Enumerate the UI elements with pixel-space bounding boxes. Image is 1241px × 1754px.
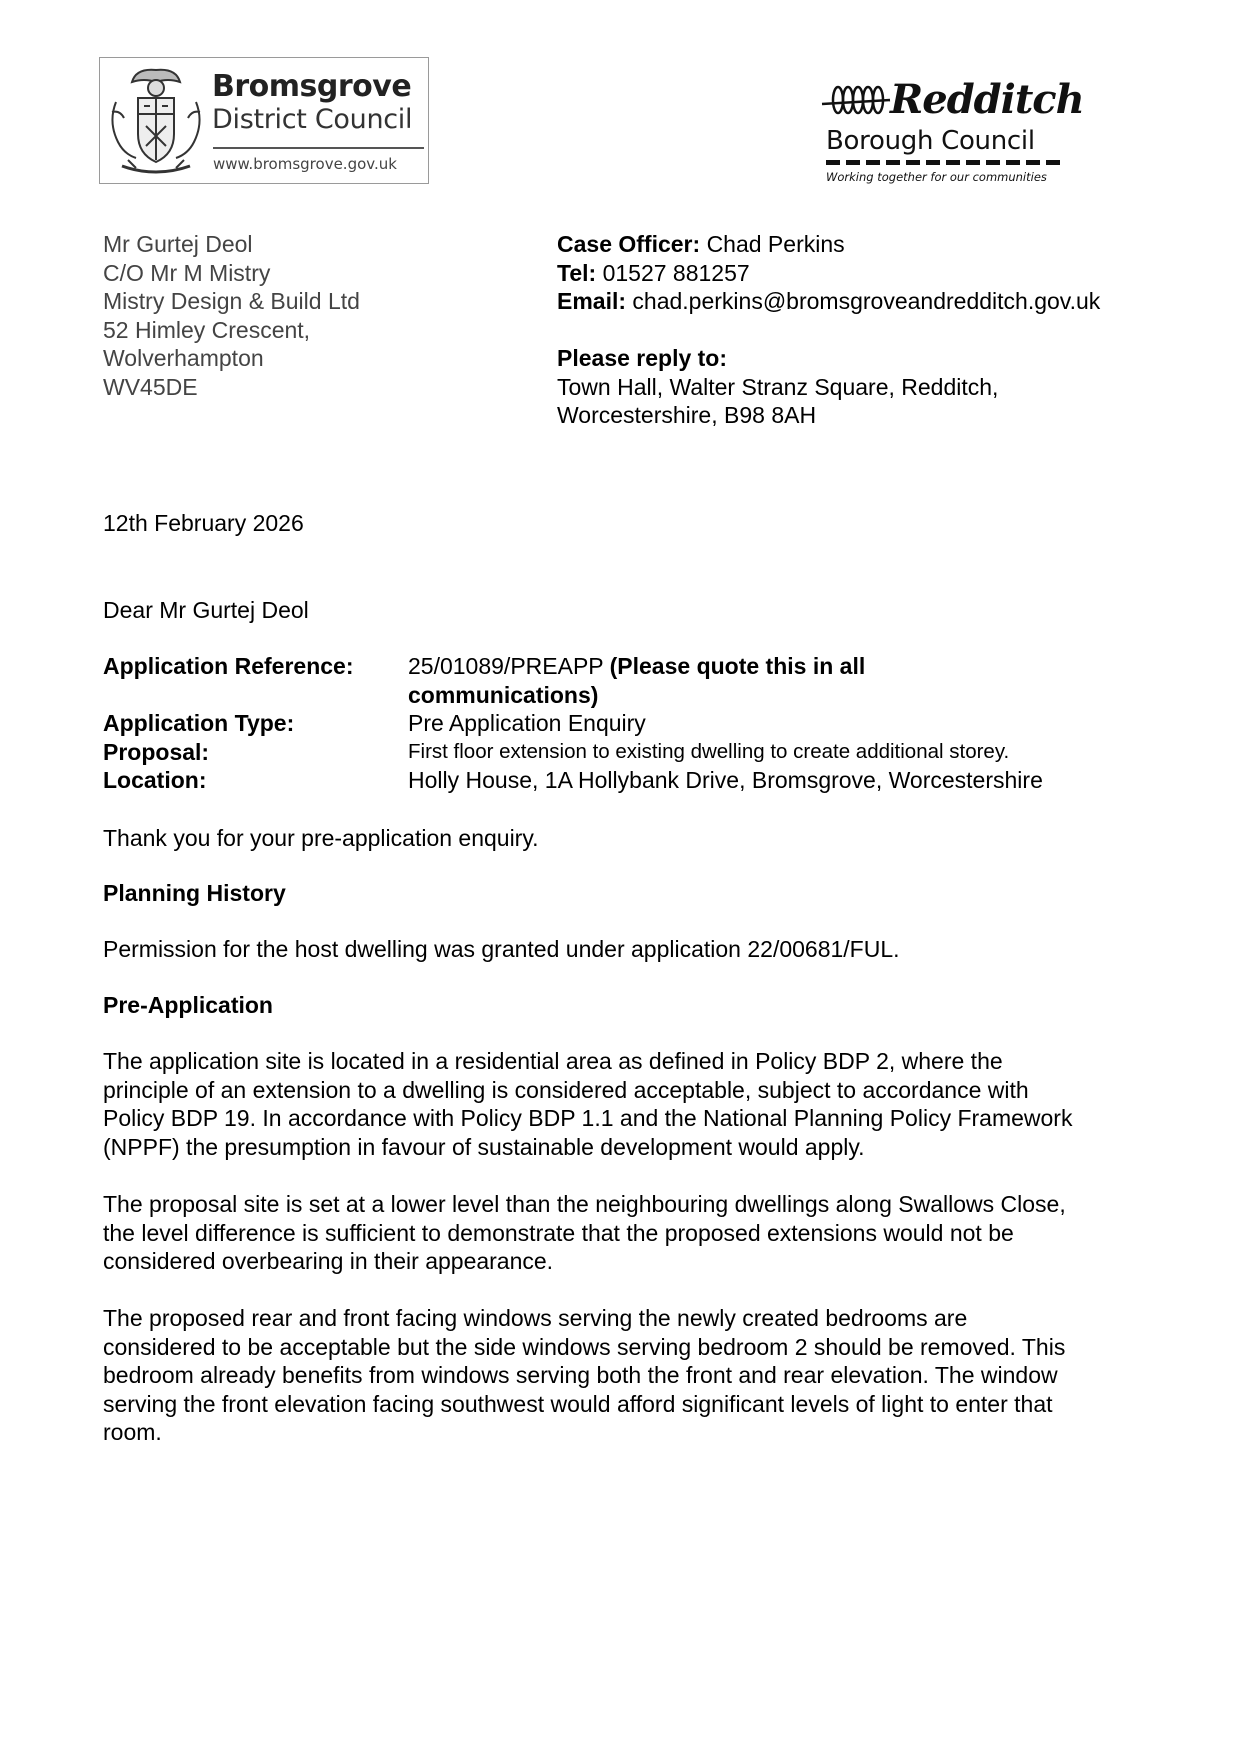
coat-of-arms-icon	[102, 62, 210, 180]
recipient-line: 52 Himley Crescent,	[103, 316, 311, 343]
type-label: Application Type:	[103, 710, 295, 736]
thank-you-line: Thank you for your pre-application enquiry.	[103, 825, 539, 851]
reply-to-heading	[557, 344, 1100, 373]
email-address[interactable]: chad.perkins@bromsgroveandredditch.gov.uk	[632, 288, 1101, 314]
letter-date: 12th February 2026	[103, 510, 304, 536]
redditch-logo	[820, 76, 1084, 190]
paragraph-line: (NPPF) the presumption in favour of sustainable development would apply.	[103, 1133, 865, 1160]
bromsgrove-logo-website: www.bromsgrove.gov.uk	[213, 155, 397, 173]
tel-label: Tel:	[557, 259, 597, 286]
location-row	[103, 766, 1153, 795]
case-officer-name: Chad Perkins	[706, 231, 845, 257]
paragraph-line: The proposal site is set at a lower level than the neighbouring dwellings along Swallows Close,	[103, 1191, 1066, 1217]
recipient-line: Mr Gurtej Deol	[103, 231, 253, 257]
reference-note-continued	[408, 681, 1153, 710]
spacer	[557, 316, 1100, 345]
paragraph-line: considered to be acceptable but the side windows serving bedroom 2 should be removed. This	[103, 1333, 1066, 1360]
recipient-address	[103, 230, 360, 401]
reference-number: 25/01089/PREAPP	[408, 653, 604, 679]
email-label: Email:	[557, 288, 627, 314]
recipient-line: Wolverhampton	[103, 345, 264, 371]
paragraph-3	[103, 1304, 1163, 1447]
salutation: Dear Mr Gurtej Deol	[103, 597, 309, 623]
recipient-line: C/O Mr M Mistry	[103, 259, 271, 286]
paragraph-line: The proposed rear and front facing windows serving the newly created bedrooms are	[103, 1305, 968, 1331]
paragraph-1	[103, 1047, 1163, 1161]
reference-label: Application Reference:	[103, 653, 354, 679]
reference-row	[103, 652, 1153, 709]
bromsgrove-logo-subtitle: District Council	[212, 104, 413, 135]
reference-note: (Please quote this in all	[609, 653, 866, 679]
tel-number: 01527 881257	[602, 259, 750, 286]
recipient-line: Mistry Design & Build Ltd	[103, 288, 360, 314]
planning-history-text: Permission for the host dwelling was granted under application 22/00681/FUL.	[103, 936, 900, 962]
bromsgrove-logo	[99, 57, 429, 184]
reply-to-label: Please reply to:	[557, 345, 728, 371]
paragraph-line: room.	[103, 1419, 162, 1445]
reply-to-line: Worcestershire, B98 8AH	[557, 402, 817, 428]
paragraph-2	[103, 1190, 1163, 1276]
bromsgrove-logo-name: Bromsgrove	[212, 69, 412, 104]
spring-icon	[820, 82, 900, 122]
email-row	[557, 287, 1100, 316]
case-officer-row	[557, 230, 1100, 259]
paragraph-line: bedroom already benefits from windows serving both the front and rear elevation. The window	[103, 1362, 1058, 1388]
type-row	[103, 709, 1153, 738]
paragraph-line: the level difference is sufficient to demonstrate that the proposed extensions would not be	[103, 1219, 1014, 1246]
paragraph-line: principle of an extension to a dwelling is considered acceptable, subject to accordance with	[103, 1076, 1029, 1103]
redditch-logo-name: Redditch	[890, 76, 1084, 123]
proposal-label: Proposal:	[103, 738, 210, 765]
redditch-logo-tagline: Working together for our communities	[826, 170, 1047, 184]
location-value: Holly House, 1A Hollybank Drive, Bromsgrove, Worcestershire	[408, 767, 1043, 793]
recipient-line: WV45DE	[103, 373, 198, 400]
redditch-logo-subtitle: Borough Council	[826, 126, 1035, 156]
reply-to-line: Town Hall, Walter Stranz Square, Redditch,	[557, 373, 999, 400]
proposal-row	[103, 738, 1153, 767]
case-officer-details	[557, 230, 1100, 430]
type-value: Pre Application Enquiry	[408, 710, 646, 736]
case-officer-label: Case Officer:	[557, 231, 701, 257]
paragraph-line: Policy BDP 19. In accordance with Policy BDP 1.1 and the National Planning Policy Framework	[103, 1105, 1073, 1131]
tel-row	[557, 259, 1100, 288]
application-details	[103, 652, 1153, 795]
reference-note-line2: communications)	[408, 681, 599, 708]
planning-history-heading: Planning History	[103, 880, 286, 906]
pre-application-heading: Pre-Application	[103, 992, 273, 1018]
paragraph-line: considered overbearing in their appearance.	[103, 1248, 554, 1274]
redditch-logo-dashes	[826, 160, 1066, 166]
paragraph-line: The application site is located in a residential area as defined in Policy BDP 2, where the	[103, 1048, 1003, 1074]
proposal-value: First floor extension to existing dwelling to create additional storey.	[408, 739, 1010, 763]
location-label: Location:	[103, 767, 207, 793]
bromsgrove-logo-divider	[213, 147, 424, 149]
paragraph-line: serving the front elevation facing southwest would afford significant levels of light to enter that	[103, 1390, 1053, 1417]
reference-value	[408, 652, 1153, 681]
